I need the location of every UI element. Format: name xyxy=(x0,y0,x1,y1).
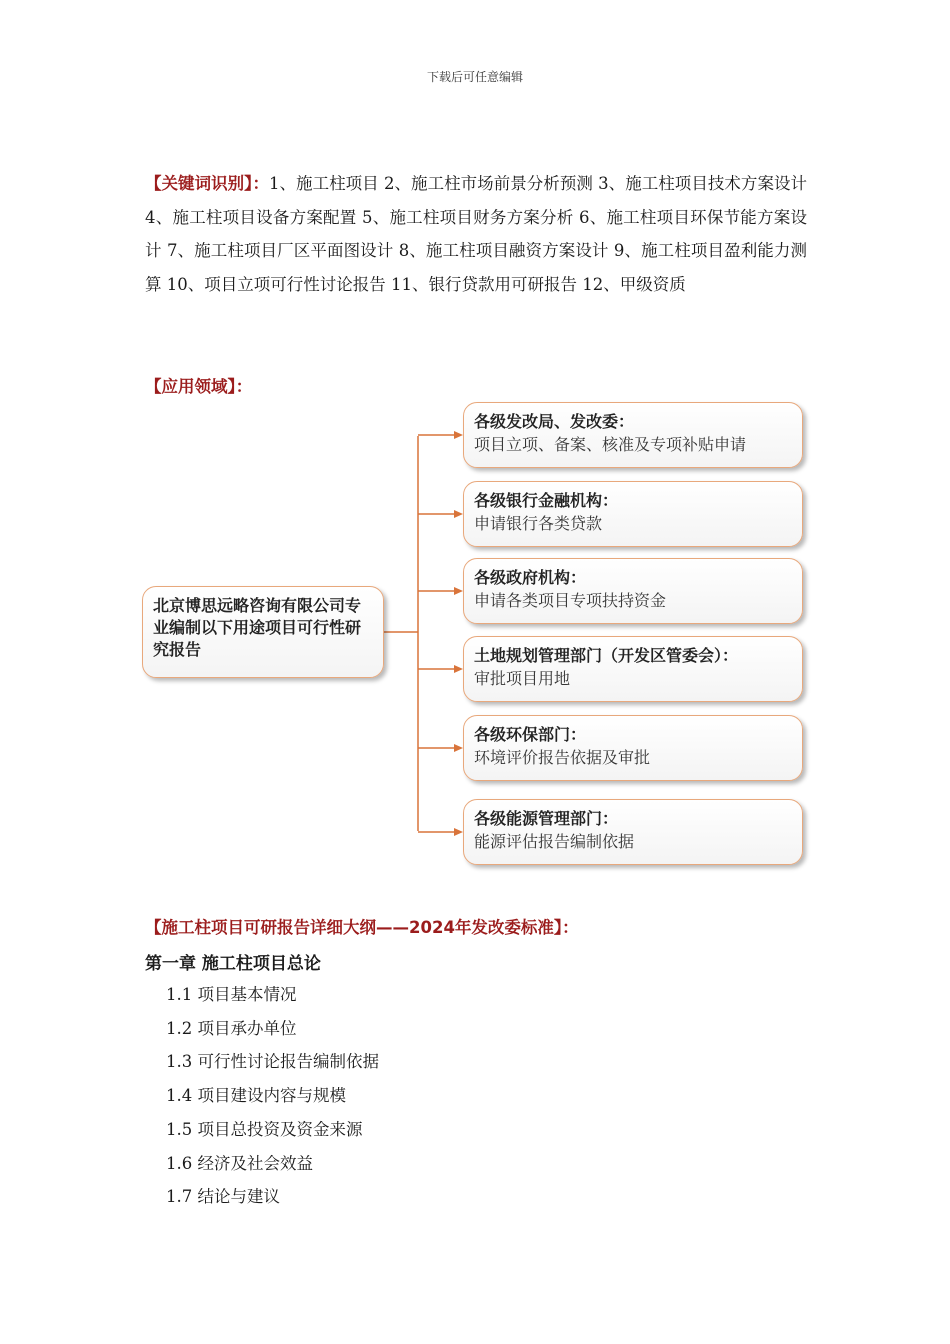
branch-box xyxy=(463,799,803,865)
application-heading: 【应用领域】： xyxy=(145,377,253,396)
branch-box xyxy=(463,402,803,468)
keywords-label: 【关键词识别】： xyxy=(145,174,269,193)
chapter-title: 第一章 施工柱项目总论 xyxy=(145,954,321,974)
branch-box xyxy=(463,636,803,702)
branch-desc: 申请银行各类贷款 xyxy=(474,514,603,533)
toc-item: 1.5 项目总投资及资金来源 xyxy=(166,1119,363,1139)
toc-item: 1.6 经济及社会效益 xyxy=(166,1153,313,1173)
toc-list xyxy=(166,978,379,1214)
company-box: 北京博思远略咨询有限公司专业编制以下用途项目可行性研究报告 xyxy=(142,586,384,678)
branch-title: 各级环保部门： xyxy=(474,725,587,744)
arrowhead xyxy=(454,431,463,439)
arrowhead xyxy=(454,744,463,752)
toc-item: 1.7 结论与建议 xyxy=(166,1187,280,1207)
branch-box xyxy=(463,481,803,547)
branch-box xyxy=(463,715,803,781)
branch-desc: 项目立项、备案、核准及专项补贴申请 xyxy=(474,435,747,454)
keywords-text: 1、施工柱项目 2、施工柱市场前景分析预测 3、施工柱项目技术方案设计 4、施工柱项目设备方案配置 5、施工柱项目财务方案分析 6、施工柱项目环保节能方案设计 7、施工柱项目厂区平面图设计 8、施工柱项目融资方案设计 9、施工柱项目盈利能力测算 10、项目立项可行性讨论报告 11、银行贷款用可研报告 12、甲级资质 xyxy=(145,174,808,294)
branch-box xyxy=(463,558,803,624)
keywords-paragraph xyxy=(145,167,807,301)
arrowhead xyxy=(454,510,463,518)
toc-item: 1.1 项目基本情况 xyxy=(166,985,297,1004)
branch-desc: 申请各类项目专项扶持资金 xyxy=(474,591,667,610)
arrowhead xyxy=(454,587,463,595)
branch-title: 各级政府机构： xyxy=(474,568,587,587)
arrowhead xyxy=(454,665,463,673)
toc-item: 1.4 项目建设内容与规模 xyxy=(166,1086,346,1106)
outline-heading: 【施工柱项目可研报告详细大纲——2024年发改委标准】： xyxy=(145,918,579,937)
branch-desc: 审批项目用地 xyxy=(474,669,571,688)
branch-desc: 能源评估报告编制依据 xyxy=(474,832,635,851)
toc-item: 1.2 项目承办单位 xyxy=(166,1018,297,1038)
branch-title: 各级银行金融机构： xyxy=(474,491,619,510)
toc-item: 1.3 可行性讨论报告编制依据 xyxy=(166,1052,379,1072)
branch-desc: 环境评价报告依据及审批 xyxy=(474,748,651,767)
branch-title: 土地规划管理部门（开发区管委会）： xyxy=(474,646,739,665)
branch-title: 各级发改局、发改委： xyxy=(474,412,635,431)
application-diagram xyxy=(140,398,810,873)
page-header: 下载后可任意编辑 xyxy=(426,70,523,84)
arrowhead xyxy=(454,828,463,836)
branch-title: 各级能源管理部门： xyxy=(474,809,619,828)
